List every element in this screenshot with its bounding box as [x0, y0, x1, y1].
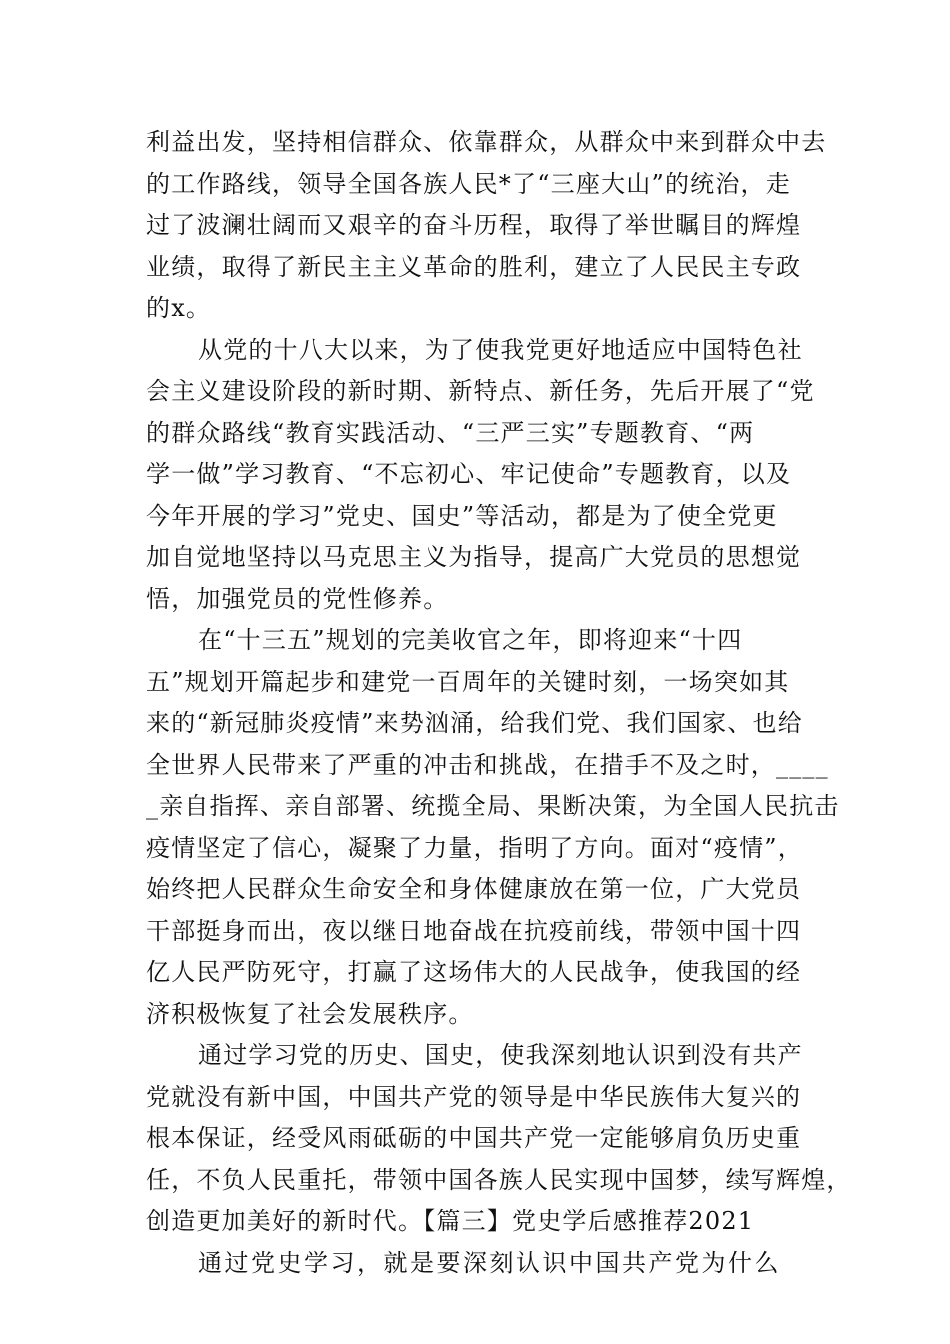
paragraph-5	[146, 1243, 810, 1285]
paragraph-4	[146, 1035, 852, 1243]
text-line: 来的“新冠肺炎疫情”来势汹涌，给我们党、我们国家、也给	[146, 709, 803, 737]
text-line: 学一做”学习教育、“不忘初心、牢记使命”专题教育，以及	[146, 460, 792, 488]
text-line: 过了波澜壮阔而又艰辛的奋斗历程，取得了举世瞩目的辉煌	[146, 211, 802, 239]
text-line: 始终把人民群众生命安全和身体健康放在第一位，广大党员	[146, 875, 802, 903]
paragraph-2	[146, 330, 815, 621]
text-line: 疫情坚定了信心，凝聚了力量，指明了方向。面对“疫情”，	[146, 833, 803, 862]
text-line: 干部挺身而出，夜以继日地奋战在抗疫前线，带领中国十四	[146, 916, 802, 945]
text-line: 任，不负人民重托，带领中国各族人民实现中国梦，续写辉煌，	[146, 1165, 852, 1194]
text-line: 悟，加强党员的党性修养。	[146, 584, 449, 613]
text-line: 根本保证，经受风雨砥砺的中国共产党一定能够肩负历史重	[146, 1124, 802, 1152]
text-line: 会主义建设阶段的新时期、新特点、新任务，先后开展了“党	[146, 377, 815, 405]
text-line: 党就没有新中国，中国共产党的领导是中华民族伟大复兴的	[146, 1082, 802, 1111]
text-line: 加自觉地坚持以马克思主义为指导，提高广大党员的思想觉	[146, 543, 802, 571]
paragraph-3	[146, 620, 840, 1035]
text-line: 利益出发，坚持相信群众、依靠群众，从群众中来到群众中去	[146, 128, 827, 156]
text-line: 从党的十八大以来，为了使我党更好地适应中国特色社	[198, 335, 803, 364]
text-line: 的x。	[146, 294, 212, 322]
text-line: _亲自指挥、亲自部署、统揽全局、果断决策，为全国人民抗击	[146, 792, 840, 820]
text-line: 亿人民严防死守，打赢了这场伟大的人民战争，使我国的经	[146, 958, 802, 986]
document-body	[146, 122, 852, 1284]
text-line: 在“十三五”规划的完美收官之年，即将迎来“十四	[198, 626, 743, 654]
text-line: 业绩，取得了新民主主义革命的胜利，建立了人民民主专政	[146, 252, 802, 281]
text-line: 通过党史学习，就是要深刻认识中国共产党为什么	[198, 1248, 781, 1277]
text-line: 全世界人民带来了严重的冲击和挑战，在措手不及之时，____	[146, 750, 829, 779]
text-line: 济积极恢复了社会发展秩序。	[146, 999, 474, 1028]
text-line: 的群众路线“教育实践活动、“三严三实”专题教育、“两	[146, 418, 755, 447]
text-line: 的工作路线，领导全国各族人民*了“三座大山”的统治，走	[146, 169, 791, 198]
text-line: 今年开展的学习”党史、国史”等活动，都是为了使全党更	[146, 501, 778, 530]
text-line: 创造更加美好的新时代。【篇三】党史学后感推荐2021	[146, 1207, 755, 1235]
text-line: 通过学习党的历史、国史，使我深刻地认识到没有共产	[198, 1041, 803, 1069]
paragraph-1	[146, 122, 827, 330]
text-line: 五”规划开篇起步和建党一百周年的关键时刻，一场突如其	[146, 667, 790, 696]
